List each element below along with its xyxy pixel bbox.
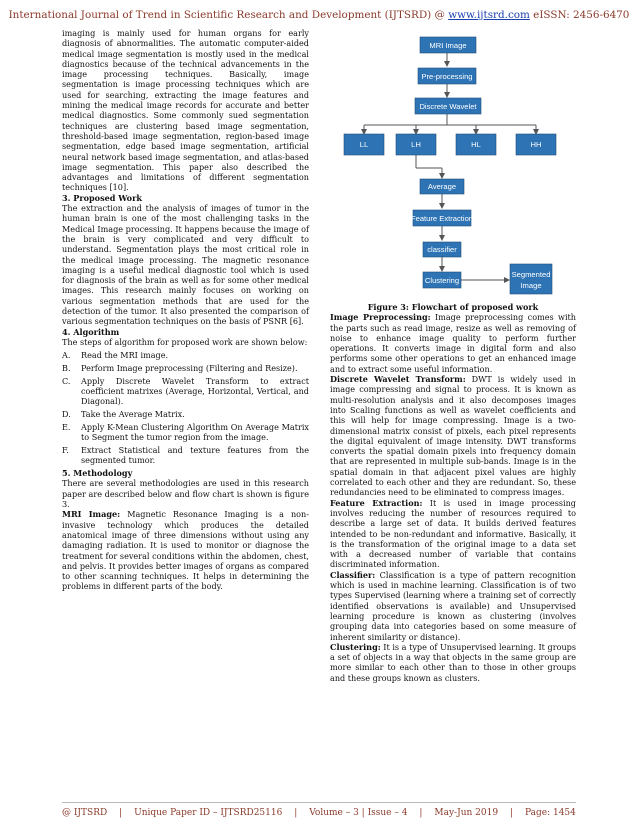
journal-name: International Journal of Trend in Scientific Research and Development (IJTSRD) @	[8, 9, 449, 21]
footer-volume: Volume – 3 | Issue – 4	[309, 808, 408, 818]
section-5-title: 5. Methodology	[62, 468, 133, 479]
mri-paragraph	[62, 509, 309, 591]
classifier-term: Classifier:	[330, 569, 376, 580]
flowchart-svg	[330, 30, 576, 298]
flow-label-discrete-wavelet: Discrete Wavelet	[419, 102, 477, 111]
flow-label-lh: LH	[411, 140, 421, 149]
feature-extraction-term: Feature Extraction:	[330, 497, 423, 508]
flow-label-feature-extraction: Feature Extraction	[410, 214, 474, 223]
preprocessing-body: Image preprocessing comes with the parts such as read image, resize as well as removing of noise to enhance image quality to perform further operations. It converts image in digital form and also performs some other operations to get an enhanced image and to extract some useful information.	[330, 312, 577, 374]
clustering-term: Clustering:	[330, 641, 381, 652]
step-text: Apply K-Mean Clustering Algorithm On Average Matrix to Segment the tumor region from the image.	[81, 421, 309, 443]
flowchart-figure	[330, 30, 576, 298]
step-item	[62, 363, 309, 373]
section-5-body: There are several methodologies are used in this research paper are described below and flow chart is shown is figure 3.	[62, 478, 309, 510]
journal-issn: eISSN: 2456-6470	[529, 9, 630, 21]
step-item	[62, 409, 309, 419]
flow-label-clustering: Clustering	[424, 276, 460, 285]
step-item	[62, 376, 309, 407]
flow-label-average: Average	[427, 182, 457, 191]
step-letter: B.	[62, 363, 71, 373]
dwt-term: Discrete Wavelet Transform:	[330, 374, 466, 385]
step-letter: F.	[62, 445, 69, 456]
step-text: Extract Statistical and texture features from the segmented tumor.	[81, 445, 309, 466]
page-footer	[62, 808, 576, 818]
step-letter: A.	[62, 350, 71, 361]
section-4-title: 4. Algorithm	[62, 326, 120, 337]
footer-separator: |	[510, 808, 514, 818]
step-text: Take the Average Matrix.	[81, 409, 185, 420]
flow-label-image: Image	[520, 281, 542, 290]
footer-org: @ IJTSRD	[62, 808, 108, 818]
classifier-paragraph	[330, 570, 576, 642]
footer-date: May-Jun 2019	[434, 808, 499, 818]
intro-paragraph: imaging is mainly used for human organs for early diagnosis of abnormalities. The automatic computer-aided medical image segmentation is mostly used in the medical diagnostics because of the technical advancements in the image processing techniques. Basically, image segmentation is image processing techniques which are used for searching, extracting the image features and mining the medical image records for accurate and better medical diagnostics. Some commonly sued segmentation techniques are clustering based image segmentation, threshold-based image segmentation, region-based image segmentation, edge based image segmentation, artificial neural network based image segmentation, and atlas-based image segmentation. This paper also described the advantages and limitations of different segmentation techniques [10].	[62, 28, 309, 193]
step-item	[62, 445, 309, 466]
dwt-paragraph	[330, 374, 576, 498]
footer-separator: |	[419, 808, 423, 818]
section-3-body: The extraction and the analysis of images of tumor in the human brain is one of the most challenging tasks in the Medical Image processing. It happens because the image of the brain is very complicated and very difficult to understand. Segmentation plays the most critical role in the medical image processing. The magnetic resonance imaging is a useful medical diagnostic tool which is used for diagnosis of the brain as well as for some other medical images. This research mainly focuses on working on various segmentation methods that are used for the detection of the tumor. It also presented the comparison of various segmentation techniques on the basis of PSNR [6].	[62, 203, 309, 327]
flow-label-hl: HL	[471, 140, 481, 149]
section-4-intro: The steps of algorithm for proposed work are shown below:	[62, 336, 308, 347]
clustering-paragraph	[330, 642, 576, 683]
journal-url-link[interactable]: www.ijtsrd.com	[448, 9, 530, 21]
clustering-body: It is a type of Unsupervised learning. It groups a set of objects in a way that objects in the same group are more similar to each other than to those in other groups and these groups known as clusters.	[330, 641, 576, 683]
step-letter: E.	[62, 421, 71, 432]
step-letter: D.	[62, 409, 71, 420]
classifier-body: Classification is a type of pattern recognition which is used in machine learning. Classification is of two types Supervised (learning where a training set of correctly identified observations is available) and Unsupervised learning procedure is known as clustering (involves grouping data into categories based on some measure of inherent similarity or distance).	[330, 569, 576, 642]
left-column	[62, 28, 309, 592]
figure-caption: Figure 3: Flowchart of proposed work	[367, 302, 539, 312]
right-column	[330, 302, 576, 683]
step-text: Apply Discrete Wavelet Transform to extract coefficient matrixes (Average, Horizontal, Vertical, and Diagonal).	[81, 375, 309, 407]
flow-label-segmented: Segmented	[511, 270, 551, 279]
footer-separator: |	[119, 808, 123, 818]
footer-paper-id: Unique Paper ID – IJTSRD25116	[134, 808, 283, 818]
flow-label-classifier: classifier	[427, 245, 457, 254]
preprocessing-paragraph	[330, 312, 576, 374]
feature-extraction-paragraph	[330, 498, 576, 570]
step-text: Read the MRI image.	[81, 350, 169, 361]
feature-extraction-body: It is used in image processing involves reducing the number of resources required to describe a large set of data. It builds derived features intended to be non-redundant and informative. Basically, it is the transformation of the original image to a data set with a decreased number of variable that contains discriminated information.	[330, 497, 576, 570]
step-item	[62, 350, 309, 360]
preprocessing-term: Image Preprocessing:	[330, 312, 431, 323]
flow-label-ll: LL	[359, 140, 369, 149]
mri-term: MRI Image:	[62, 509, 121, 520]
flow-label-hh: HH	[530, 140, 542, 149]
section-3-title: 3. Proposed Work	[62, 192, 142, 203]
step-item	[62, 422, 309, 443]
step-text: Perform Image preprocessing (Filtering and Resize).	[81, 363, 298, 373]
footer-separator: |	[294, 808, 298, 818]
algorithm-steps	[62, 350, 309, 465]
dwt-body: DWT is widely used in image compressing and signal to process. It is known as multi-resolution analysis and it also decomposes images into Scaling functions as well as wavelet coefficients and this will help for image compressing. Image is a two-dimensional matrix consist of pixels, each pixel represents the digital equivalent of image intensity. DWT transforms converts the spatial domain pixels into frequency domain that are represented in multiple sub-bands. Image is in the spatial domain in that adjacent pixel values are highly correlated to each other and they are redundant. So, these redundancies need to be eliminated to compress images.	[330, 374, 576, 498]
step-letter: C.	[62, 375, 71, 386]
journal-header	[0, 9, 638, 21]
flow-label-mri-image: MRI Image	[429, 41, 467, 50]
footer-page: Page: 1454	[524, 808, 576, 818]
footer-divider	[62, 802, 576, 803]
flow-label-preprocessing: Pre-processing	[421, 72, 473, 81]
mri-body: Magnetic Resonance Imaging is a non-invasive technology which produces the detailed anatomical image of three dimensions without using any damaging radiation. It is used to monitor or diagnose the treatment for several conditions within the abdomen, chest, and pelvis. It provides better images of organs as compared to other scanning techniques. It helps in determining the problems in different parts of the body.	[62, 509, 309, 592]
